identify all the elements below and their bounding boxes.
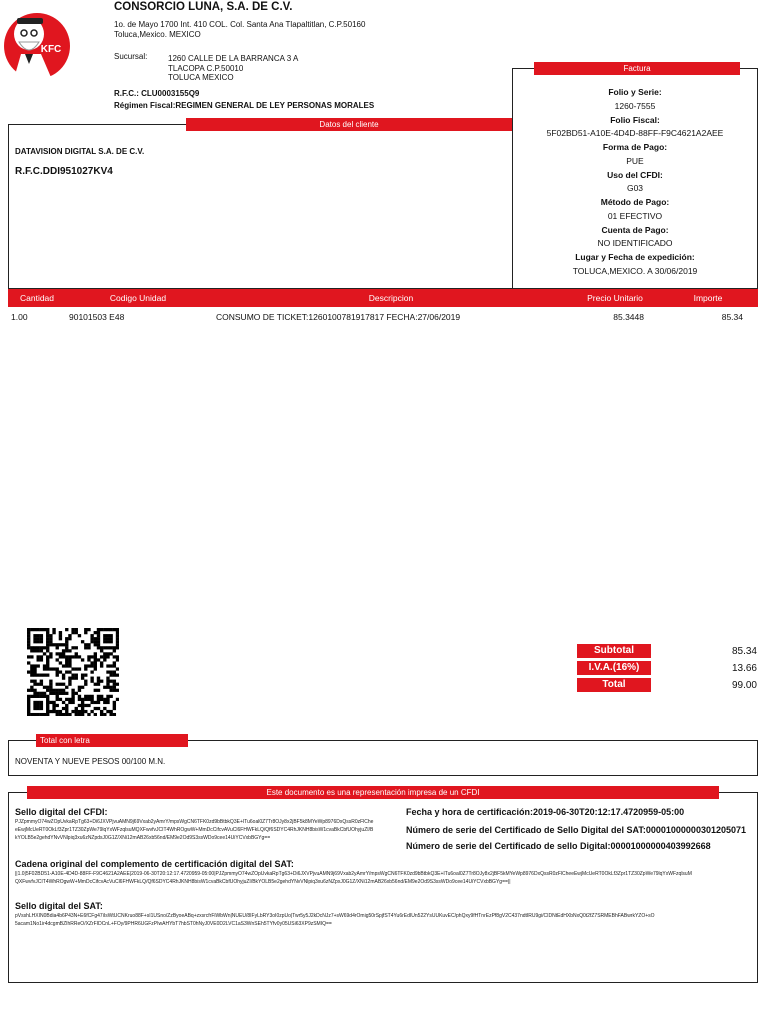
- total-label: Total: [577, 678, 651, 692]
- row-descripcion: CONSUMO DE TICKET:1260100781917817 FECHA:27/06/2019: [216, 312, 461, 322]
- fiscal-label: Folio Fiscal:: [610, 115, 660, 125]
- col-cantidad: Cantidad: [19, 293, 55, 303]
- sucursal-line3: TOLUCA MEXICO: [168, 73, 234, 82]
- cadena-label: Cadena original del complemento de certificación digital del SAT:: [15, 859, 294, 869]
- uso-label: Uso del CFDI:: [607, 170, 663, 180]
- subtotal-value: 85.34: [731, 646, 757, 657]
- client-header: Datos del cliente: [186, 118, 512, 131]
- sello-cfdi-label: Sello digital del CFDI:: [15, 807, 108, 817]
- col-precio: Precio Unitario: [587, 293, 643, 303]
- client-rfc: R.F.C.DDI951027KV4: [15, 166, 113, 177]
- serie-digital: Número de serie del Certificado de sello Digital:00001000000403992668: [406, 841, 711, 851]
- forma-label: Forma de Pago:: [602, 142, 668, 152]
- client-box: [8, 120, 513, 289]
- cadena-value: ||1.0|5F02BD51-A10E-4D4D-88FF-F9C4621A2AEE|2019-06-30T20:12:17.4720959-05:00|PJZpmmyO74wZOpUvkaRpTg63+Di6JXVPjvuAMN9j69Vxab2yAmrY/mpsWgCN6TFK0zd9bBtbkQ3E+ITu6oal0Z7Tr8OJy8x2jBF5kMYeWp8976DxQssR0zFlCheeEwjMcUeRT0OkLf3Zpr1TZ30ZpWe79lqYxWFzqlsuMQXFwvfvJCIT4WhROgwW+MmDcCifcvAcVuCl6FHWFkLQ/Qf6SDYC4RhJKNH8bisW1cvaBkCbfUOhyjuZI/BkYOLB5e2gehdYNvVNlpiq3xu6zNZpxJ0G1Z/XNi12mAB26xb56nd/EM9e2Od9S3ssWDo9cee14UiYCVxbBGYg==||: [15, 871, 692, 885]
- cuenta-label: Cuenta de Pago:: [601, 225, 669, 235]
- col-importe: Importe: [693, 293, 723, 303]
- uso-value: G03: [626, 183, 644, 193]
- sucursal-line2: TLACOPA C.P.50010: [168, 64, 244, 73]
- serie-sat: Número de serie del Certificado de Sello Digital del SAT:00001000000301205071: [406, 825, 746, 835]
- sello-cfdi-value: PJZpmmyO74wZOpUvkaRpTg63+Di6JXVPjvuAMN9j69Vxab2yAmrY/mpsWgCN6TFK0zd9bBtbkQ3E+ITu6oal0Z7Tr8OJy8x2jBF5k8MYeWp8976DxQssR0zFlCheeEwjMcUeRT0OkLf3Zpr1TZ30ZpWe79lqYxWFzqlsuMQXFwvfvJCIT4WhROgwW+MmDcCifcvAVuCl6FHWFkLQ/Qf6SDYC4RhJKNH8bisW1cvaBkCbfUOhyjuZI/BkYOLB5e2gehdYNvVNlpiq3xu6zNZpdsJ0G1Z/XNi12mAB26xb56nd/EM9e2Od9S3ssWDo9cee14UiYCVxbBGYg==: [15, 819, 374, 841]
- client-name: DATAVISION DIGITAL S.A. DE C.V.: [15, 147, 145, 156]
- cuenta-value: NO IDENTIFICADO: [597, 238, 673, 248]
- issuer-rfc: R.F.C.: CLU0003155Q9: [114, 89, 200, 98]
- sucursal-line1: 1260 CALLE DE LA BARRANCA 3 A: [168, 54, 299, 63]
- row-importe: 85.34: [721, 312, 743, 322]
- folio-label: Folio y Serie:: [608, 87, 662, 97]
- invoice-header: Factura: [534, 62, 740, 75]
- invoice-box: [512, 64, 758, 289]
- row-codigo: 90101503 E48: [69, 312, 125, 322]
- cfdi-box: [8, 788, 758, 983]
- iva-value: 13.66: [731, 663, 757, 674]
- issuer-address-line2: Toluca,Mexico. MEXICO: [114, 30, 201, 39]
- svg-text:KFC: KFC: [40, 44, 62, 55]
- forma-value: PUE: [626, 156, 644, 166]
- folio-value: 1260-7555: [614, 101, 656, 111]
- items-table-header: [8, 289, 758, 307]
- sucursal-label: Sucursal:: [114, 52, 148, 61]
- total-value: 99.00: [731, 680, 757, 691]
- metodo-value: 01 EFECTIVO: [607, 211, 663, 221]
- issuer-name: CONSORCIO LUNA, S.A. DE C.V.: [114, 1, 293, 13]
- row-cantidad: 1.00: [11, 312, 28, 322]
- qr-code: [27, 628, 119, 716]
- amount-words-text: NOVENTA Y NUEVE PESOS 00/100 M.N.: [15, 757, 166, 766]
- col-codigo: Codigo Unidad: [109, 293, 167, 303]
- sello-sat-label: Sello digital del SAT:: [15, 901, 103, 911]
- issuer-address-line1: 1o. de Mayo 1700 Int. 410 COL. Col. Santa Ana Tlapaltitlan, C.P.50160: [114, 20, 366, 29]
- fiscal-value: 5F02BD51-A10E-4D4D-88FF-F9C4621A2AEE: [546, 128, 724, 138]
- lugar-label: Lugar y Fecha de expedición:: [575, 252, 695, 262]
- iva-label: I.V.A.(16%): [577, 661, 651, 675]
- subtotal-label: Subtotal: [577, 644, 651, 658]
- sello-sat-value: pVsshLHXIN0Bdia4b6P43N+E6fCFg47iIsWtUCNKruo88F+sI1USno/ZzByoeABq+zxsrcfrFiWbWn|NUEU/8IFyLbRY3oI0zpUo|Twr5y5J2kDcNJz7+sW69d4rOmig50rSpjfST4Yu6rEdIUn522YsUUKuvEC/phQxy9fHTnrEzPf8gV2C437ndtIRU9gi/CIDNtEdHXbNxQ0t2fZ7SRMEBhFABwrkYZO+sO5acam1No1ir4dcgmBZIhRReO/XZrFIDCnL+FOy/9PHR6UGFzPIwAHYbT7hbST0hNyJ0VE0D2LVC1aS3WnSEh5TYfv0y05USi63XP9zSMIQ==: [15, 913, 655, 927]
- kfc-logo: [3, 2, 71, 90]
- fecha-certificacion: Fecha y hora de certificación:2019-06-30T20:12:17.4720959-05:00: [406, 807, 685, 817]
- issuer-regimen: Régimen Fiscal:REGIMEN GENERAL DE LEY PERSONAS MORALES: [114, 101, 375, 110]
- metodo-label: Método de Pago:: [600, 197, 670, 207]
- amount-words-header: Total con letra: [36, 734, 188, 747]
- col-descripcion: Descripcion: [368, 293, 414, 303]
- amount-words-box: [8, 736, 758, 776]
- lugar-value: TOLUCA,MEXICO. A 30/06/2019: [572, 266, 698, 276]
- row-precio: 85.3448: [613, 312, 644, 322]
- cfdi-banner: Este documento es una representación impresa de un CFDI: [27, 786, 719, 799]
- table-row: [8, 312, 758, 324]
